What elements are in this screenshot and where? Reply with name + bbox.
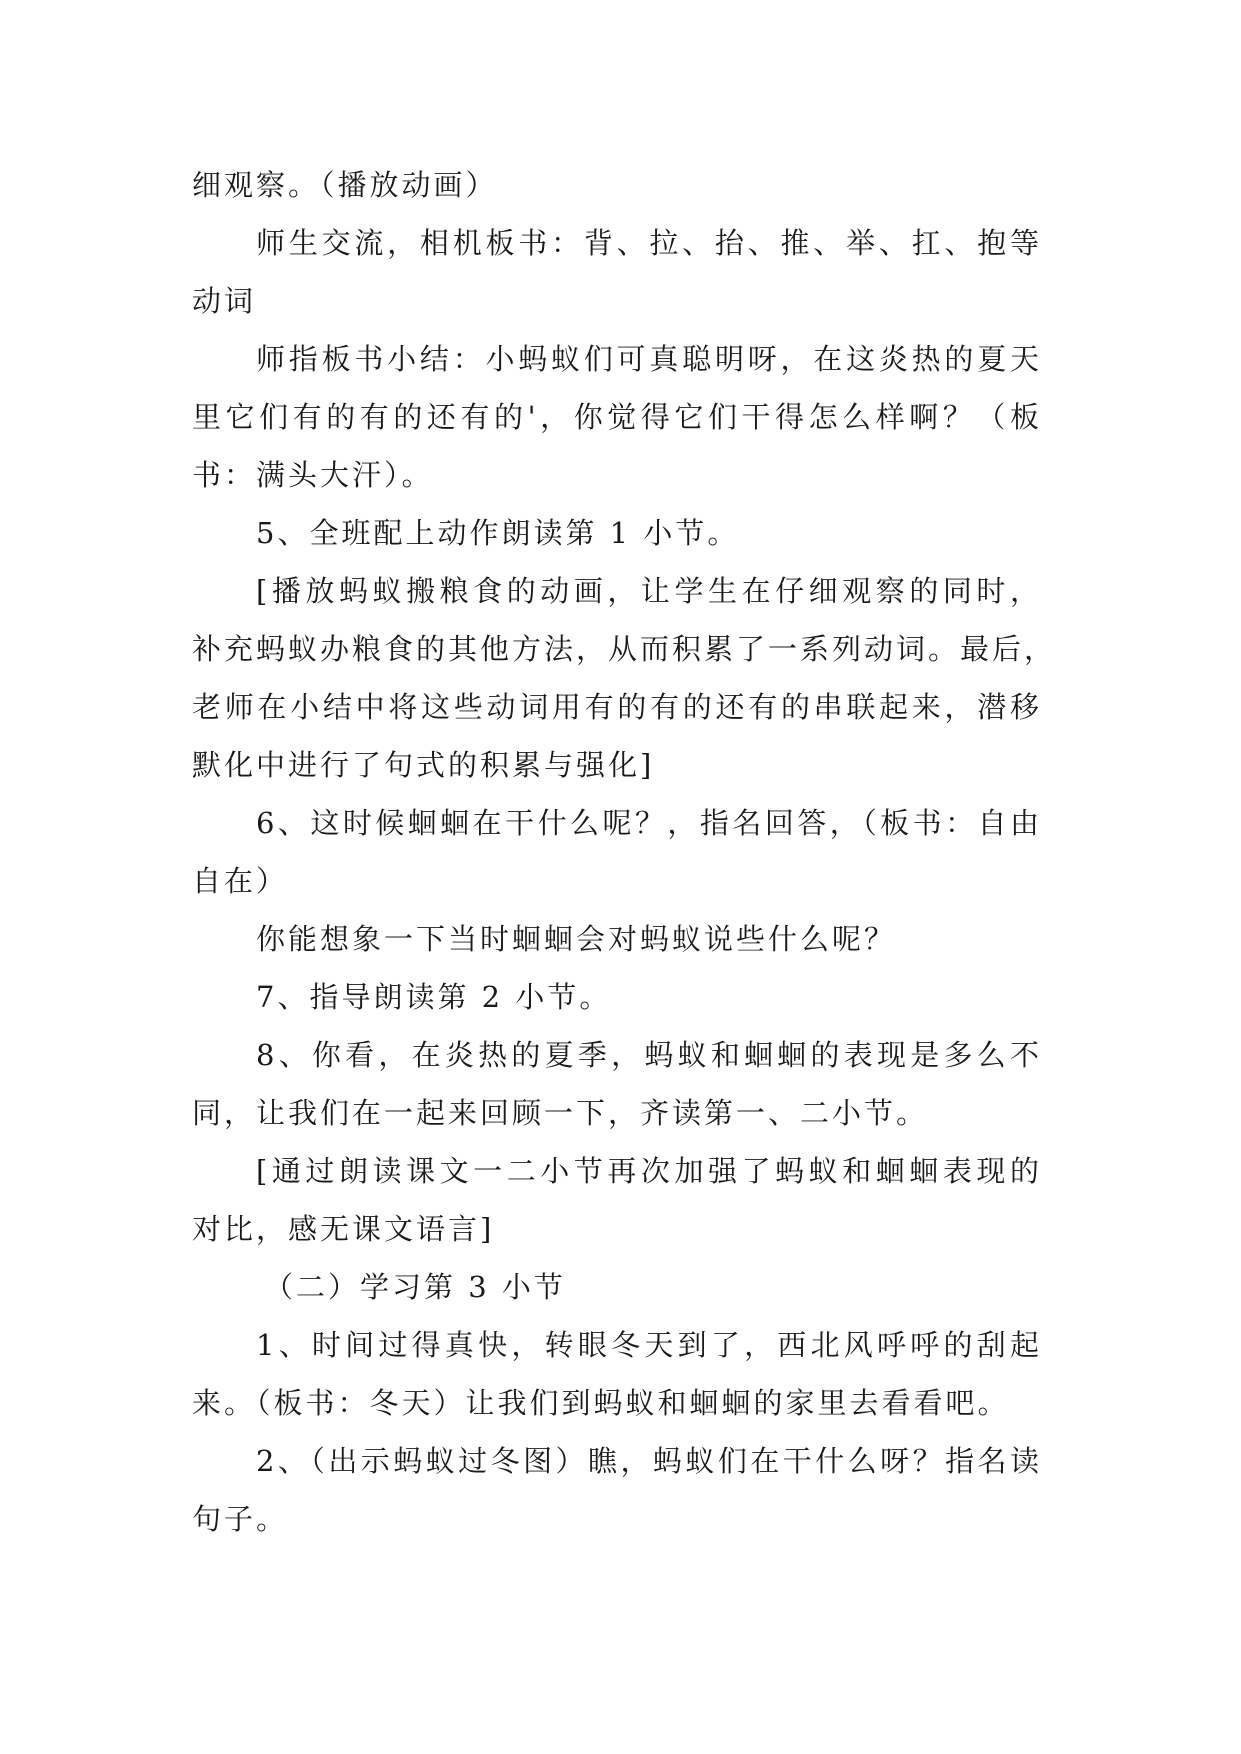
text-line: 句子。	[192, 1502, 289, 1536]
text-line: 老师在小结中将这些动词用有的有的还有的串联起来，潜移	[192, 690, 1042, 724]
document-body	[192, 156, 1057, 1548]
text-line: [通过朗读课文一二小节再次加强了蚂蚁和蛔蛔表现的	[256, 1154, 1042, 1188]
text-line: （二）学习第 3 小节	[264, 1270, 566, 1304]
text-line: [播放蚂蚁搬粮食的动画，让学生在仔细观察的同时，	[256, 574, 1042, 608]
text-line: 同，让我们在一起来回顾一下，齐读第一、二小节。	[192, 1096, 929, 1130]
text-line: 师指板书小结：小蚂蚁们可真聪明呀，在这炎热的夏天	[256, 342, 1042, 376]
text-line: 6、这时候蛔蛔在干什么呢？，指名回答，（板书：自由	[256, 806, 1042, 840]
text-line: 动词	[192, 284, 257, 318]
text-line: 对比，感无课文语言]	[192, 1212, 495, 1246]
text-line: 7、指导朗读第 2 小节。	[256, 980, 612, 1014]
text-line: 默化中进行了句式的积累与强化]	[192, 748, 655, 782]
text-line: 2、（出示蚂蚁过冬图）瞧，蚂蚁们在干什么呀？指名读	[256, 1444, 1042, 1478]
text-line: 来。（板书：冬天）让我们到蚂蚁和蛔蛔的家里去看看吧。	[192, 1386, 1010, 1420]
text-line: 师生交流，相机板书：背、拉、抬、推、举、扛、抱等	[256, 226, 1042, 260]
text-line: 里它们有的有的还有的'，你觉得它们干得怎么样啊？（板	[192, 400, 1042, 434]
text-line: 5、全班配上动作朗读第 1 小节。	[256, 516, 740, 550]
document-page	[192, 156, 1057, 1548]
text-line: 自在）	[192, 864, 289, 898]
text-line: 书：满头大汗）。	[192, 458, 434, 492]
text-line: 细观察。（播放动画）	[192, 168, 498, 202]
text-line: 1、时间过得真快，转眼冬天到了，西北风呼呼的刮起	[256, 1328, 1042, 1362]
text-line: 你能想象一下当时蛔蛔会对蚂蚁说些什么呢？	[256, 922, 897, 956]
text-line: 补充蚂蚁办粮食的其他方法，从而积累了一系列动词。最后，	[192, 632, 1057, 666]
text-line: 8、你看，在炎热的夏季，蚂蚁和蛔蛔的表现是多么不	[256, 1038, 1042, 1072]
